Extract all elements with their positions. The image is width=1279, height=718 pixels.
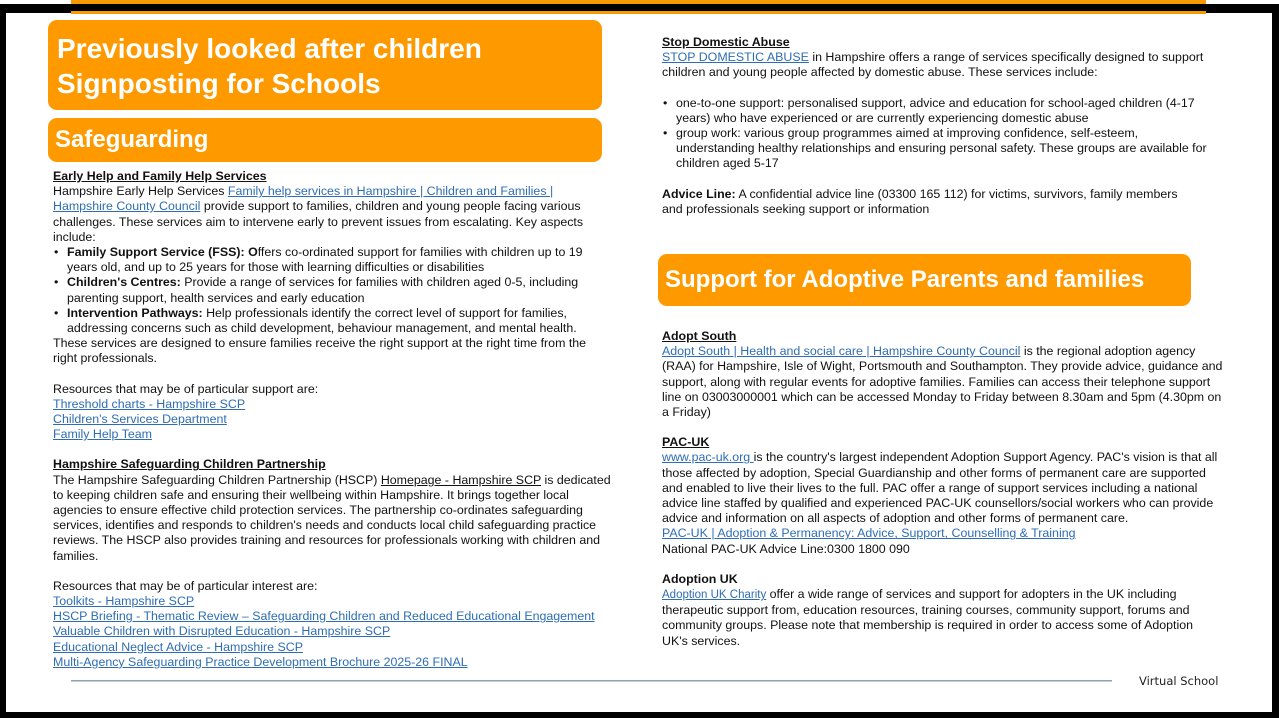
frame-left-border [0,4,6,718]
family-help-services-link[interactable]: Family help services in Hampshire | Children and Families | Hampshire County Council [53,184,554,214]
hscp-homepage-link[interactable]: Homepage - Hampshire SCP [380,472,542,487]
multi-agency-brochure-link[interactable]: Multi-Agency Safeguarding Practice Development Brochure 2025-26 FINAL [53,654,468,669]
domestic-abuse-intro [662,50,1227,80]
advice-line-text: A confidential advice line (03300 165 112) for victims, survivors, family members and professionals seeking support or information [662,186,1178,216]
bullet-label: Family Support Service (FSS): O [67,245,258,260]
adopt-south-heading: Adopt South [662,329,737,343]
hscp-heading: Hampshire Safeguarding Children Partnership [53,457,326,472]
footer-divider [71,680,1112,682]
left-column [53,169,613,670]
bullet-item: • one-to-one support: personalised support, advice and education for school-aged children (4-17 years) who have experienced or are currently experiencing domestic abuse [662,96,1207,126]
hscp-intro [53,473,613,564]
pac-uk-description: is the country's largest independent Adoption Support Agency. PAC's vision is that all those affected by adoption, Special Guardianship and other forms of permanent care are supported and enabled to live their lives to the full. PAC offer a range of support services including a national advice line staffed by qualified and experienced PAC-UK counsellors/social workers who can provide advice and information on all aspects of adoption and other forms of permanent care. [662,450,1218,526]
early-help-bullet-list [53,245,613,336]
adoption-uk-text [662,587,1227,649]
adopt-south-text [662,344,1227,420]
pac-uk-text [662,450,1227,526]
adoption-uk-description: offer a wide range of services and support for adopters in the UK including therapeutic support from, education resources, training courses, community support, forums and community groups. Please note that membership is required in order to access some of Adoption UK's services. [662,587,1194,648]
safeguarding-banner [48,118,602,162]
page-title-banner [48,20,602,110]
bullet-text: Help professionals identify the correct level of support for families, addressing concerns such as child development, behaviour management, and mental health. [67,305,577,336]
threshold-charts-link[interactable]: Threshold charts - Hampshire SCP [53,396,246,411]
bullet-label: Children's Centres: [67,275,181,290]
early-help-heading: Early Help and Family Help Services [53,169,267,183]
bullet-item: • group work: various group programmes aimed at improving confidence, self-esteem, understanding healthy relationships and ensuring personal safety. These groups are available for children aged 5-17 [662,126,1207,172]
page-title-line-2: Signposting for Schools [57,68,381,99]
bullet-text: ffers co-ordinated support for families with children up to 19 years old, and up to 25 years for those with learning difficulties or disabilities [67,245,583,275]
early-help-intro-suffix: provide support to families, children and young people facing various challenges. These services aim to intervene early to prevent issues from escalating. Key aspects include: [53,199,584,244]
early-help-intro [53,184,613,245]
bullet-item [53,275,613,305]
bullet-label: Intervention Pathways: [67,305,203,320]
toolkits-link[interactable]: Toolkits - Hampshire SCP [53,594,195,609]
top-accent-bar [71,0,1206,14]
stop-domestic-abuse-link[interactable]: STOP DOMESTIC ABUSE [662,50,809,65]
right-column-domestic-abuse [662,35,1227,217]
adopt-south-description: is the regional adoption agency (RAA) for Hampshire, Isle of Wight, Portsmouth and Southampton. They provide advice, guidance and support, along with regular events for adoptive families. Families can access their telephone support line on 03003000001 which can be accessed Monday to Friday between 8.30am and 5pm (4.30pm on a Friday) [662,344,1223,420]
support-resources-label: Resources that may be of particular support are: [53,381,319,396]
safeguarding-heading: Safeguarding [55,126,209,153]
pac-uk-website-link[interactable]: www.pac-uk.org [662,450,754,465]
hscp-intro-suffix: is dedicated to keeping children safe and ensuring their wellbeing within Hampshire. It brings together local agencies to ensure effective child protection services. The partnership co-ordinates safeguarding services, identifies and responds to children's needs and conducts local child safeguarding practice reviews. The HSCP also provides training and resources for professionals working with children and families. [53,472,611,563]
advice-line-label: Advice Line: [662,186,736,201]
adoptive-support-banner [658,254,1191,306]
family-help-team-link[interactable]: Family Help Team [53,427,152,442]
domestic-abuse-bullet-list [662,96,1227,172]
domestic-abuse-intro-text: in Hampshire offers a range of services specifically designed to support children and young people affected by domestic abuse. These services include: [662,50,1204,80]
valuable-children-link[interactable]: Valuable Children with Disrupted Education - Hampshire SCP [53,624,391,639]
hscp-intro-prefix: The Hampshire Safeguarding Children Partnership (HSCP) [53,472,381,487]
adopt-south-link[interactable]: Adopt South | Health and social care | Hampshire County Council [662,344,1021,359]
pac-uk-adoption-permanency-link[interactable]: PAC-UK | Adoption & Permanency: Advice, Support, Counselling & Training [662,526,1076,541]
hscp-briefing-link[interactable]: HSCP Briefing - Thematic Review – Safeguarding Children and Reduced Educational Engagement [53,609,595,624]
page-title-line-1: Previously looked after children [57,33,482,64]
right-column-adoption [662,329,1227,649]
pac-uk-advice-line: National PAC-UK Advice Line:0300 1800 090 [662,541,910,556]
bullet-text: Provide a range of services for families with children aged 0-5, including parenting support, health services and early education [67,275,579,305]
frame-right-border [1272,4,1279,718]
interest-resources-label: Resources that may be of particular interest are: [53,578,318,593]
pac-uk-heading: PAC-UK [662,435,710,450]
bullet-item [53,306,613,336]
footer-label: Virtual School [1139,674,1219,688]
adoptive-support-heading: Support for Adoptive Parents and families [665,266,1145,293]
bullet-item [53,245,613,275]
childrens-services-link[interactable]: Children's Services Department [53,412,227,427]
advice-line [662,187,1227,217]
educational-neglect-link[interactable]: Educational Neglect Advice - Hampshire SCP [53,639,303,654]
adoption-uk-heading: Adoption UK [662,571,738,586]
early-help-closing: These services are designed to ensure families receive the right support at the right time from the right professionals. [53,336,587,366]
domestic-abuse-heading: Stop Domestic Abuse [662,35,790,49]
adoption-uk-charity-link[interactable]: Adoption UK Charity [662,589,767,602]
early-help-intro-prefix: Hampshire Early Help Services [53,184,228,199]
top-accent-bar-lower [71,11,1206,14]
frame-bottom-border [0,712,1279,718]
